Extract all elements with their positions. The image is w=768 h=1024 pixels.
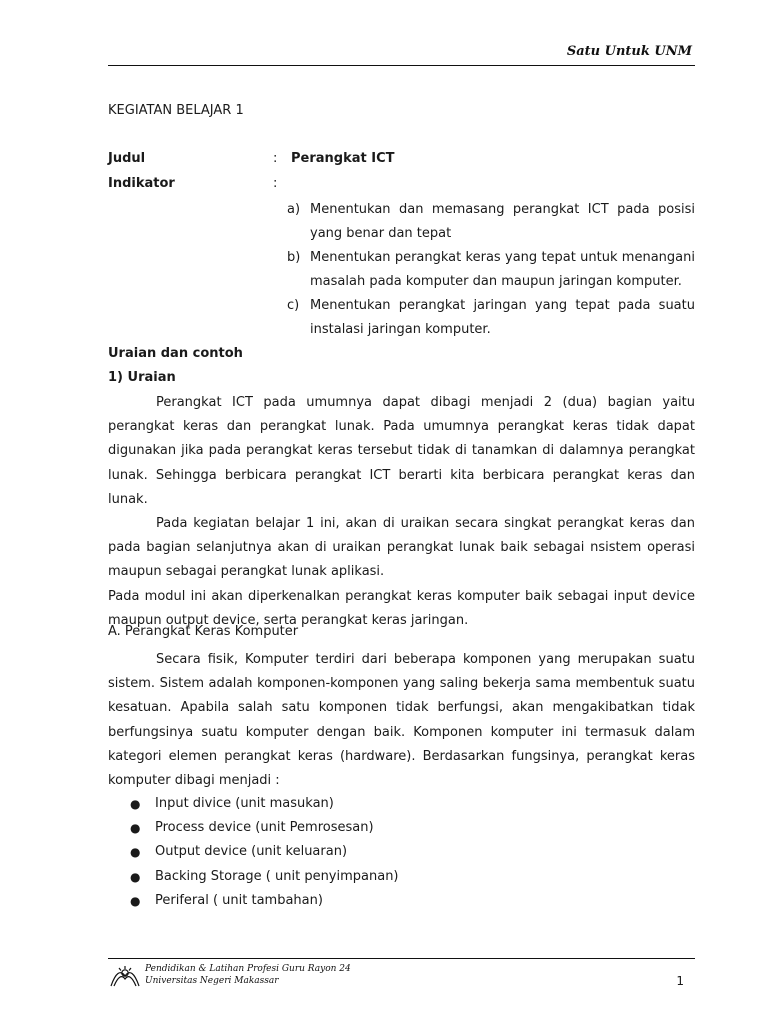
judul-value: Perangkat ICT	[291, 151, 395, 166]
bullet-icon: ●	[130, 869, 141, 884]
indicator-marker: a)	[287, 202, 301, 217]
indicator-item	[287, 246, 695, 294]
bullet-item	[130, 865, 399, 889]
uraian-body	[108, 391, 695, 633]
footer-rule	[108, 958, 695, 959]
kegiatan-title: KEGIATAN BELAJAR 1	[108, 103, 244, 118]
section-a-title: A. Perangkat Keras Komputer	[108, 624, 299, 639]
indicator-list	[287, 198, 695, 342]
section-a-body	[108, 648, 695, 793]
bullet-icon: ●	[130, 797, 141, 811]
bullet-icon: ●	[130, 821, 141, 836]
university-logo-icon	[108, 962, 142, 990]
footer-institution	[145, 963, 351, 987]
indicator-marker: b)	[287, 250, 301, 265]
bullet-item	[130, 889, 399, 913]
bullet-item	[130, 840, 399, 864]
indicator-item	[287, 198, 695, 246]
indicator-text: Menentukan dan memasang perangkat ICT pada posisi yang benar dan tepat	[310, 202, 695, 241]
paragraph: Pada modul ini akan diperkenalkan perangkat keras komputer baik sebagai input device maupun output device, serta perangkat keras jaringan.	[108, 588, 695, 628]
bullet-text: Process device (unit Pemrosesan)	[155, 820, 374, 836]
indikator-label: Indikator	[108, 176, 175, 191]
judul-label: Judul	[108, 151, 146, 166]
paragraph: Perangkat ICT pada umumnya dapat dibagi menjadi 2 (dua) bagian yaitu perangkat keras dan perangkat lunak. Pada umumnya perangkat keras tidak dapat digunakan jika pada perangkat keras tersebut tidak di tanamkan di dalamnya perangkat lunak. Sehingga berbicara perangkat ICT berarti kita berbicara perangkat keras dan lunak.	[108, 395, 695, 507]
bullet-item	[130, 816, 399, 840]
hardware-bullet-list	[130, 792, 399, 913]
bullet-icon: ●	[130, 845, 141, 860]
page-number: 1	[676, 974, 684, 988]
footer-line-1: Pendidikan & Latihan Profesi Guru Rayon 24	[145, 964, 351, 974]
indicator-text: Menentukan perangkat jaringan yang tepat pada suatu instalasi jaringan komputer.	[310, 298, 695, 337]
uraian-subheading: 1) Uraian	[108, 370, 176, 385]
judul-colon: :	[273, 151, 278, 166]
header-brand: Satu Untuk UNM	[566, 44, 692, 59]
uraian-heading: Uraian dan contoh	[108, 346, 243, 361]
footer-line-2: Universitas Negeri Makassar	[145, 976, 279, 986]
bullet-icon: ●	[130, 893, 141, 908]
header-rule	[108, 65, 695, 66]
bullet-text: Backing Storage ( unit penyimpanan)	[155, 868, 399, 884]
bullet-text: Periferal ( unit tambahan)	[155, 892, 323, 908]
bullet-text: Input divice (unit masukan)	[155, 796, 334, 811]
indicator-text: Menentukan perangkat keras yang tepat untuk menangani masalah pada komputer dan maupun jaringan komputer.	[310, 250, 695, 289]
indicator-marker: c)	[287, 298, 300, 313]
paragraph: Secara fisik, Komputer terdiri dari beberapa komponen yang merupakan suatu sistem. Sistem adalah komponen-komponen yang saling bekerja sama membentuk suatu kesatuan. Apabila salah satu komponen tidak berfungsi, akan mengakibatkan tidak berfungsinya suatu komputer dengan baik. Komponen komputer ini termasuk dalam kategori elemen perangkat keras (hardware). Berdasarkan fungsinya, perangkat keras komputer dibagi menjadi :	[108, 652, 695, 789]
paragraph: Pada kegiatan belajar 1 ini, akan di uraikan secara singkat perangkat keras dan pada bagian selanjutnya akan di uraikan perangkat lunak baik sebagai nsistem operasi maupun sebagai perangkat lunak aplikasi.	[108, 516, 695, 580]
indikator-colon: :	[273, 176, 278, 191]
indicator-item	[287, 294, 695, 342]
bullet-text: Output device (unit keluaran)	[155, 844, 348, 860]
bullet-item	[130, 792, 399, 816]
